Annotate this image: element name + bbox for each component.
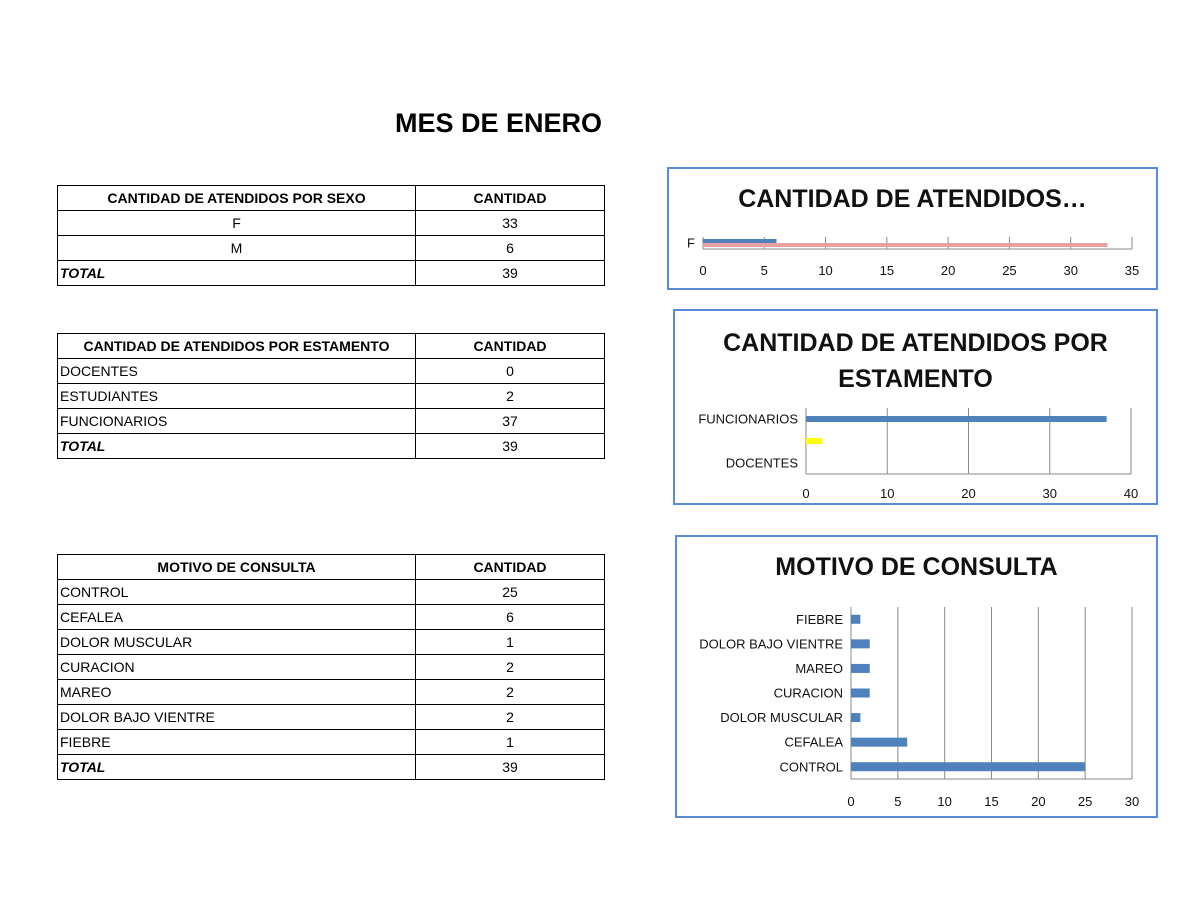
bar [851,639,870,648]
column-header-category: MOTIVO DE CONSULTA [58,555,416,580]
bar [851,713,860,722]
row-label: F [58,211,416,236]
bar [806,416,1107,422]
table-header-row [58,186,605,211]
table-header-row [58,555,605,580]
x-tick-label: 20 [940,263,956,278]
bar [851,615,860,624]
x-tick-label: 25 [1002,263,1017,278]
row-value: 2 [416,680,605,705]
table-row [58,630,605,655]
row-label: MAREO [58,680,416,705]
table-header-row [58,334,605,359]
table-row [58,580,605,605]
x-tick-label: 10 [818,263,833,278]
bar [703,239,777,243]
total-value: 39 [416,434,605,459]
row-label: DOLOR MUSCULAR [58,630,416,655]
x-tick-label: 15 [879,263,895,278]
category-label: DOLOR BAJO VIENTRE [699,636,843,652]
table-total-row [58,755,605,780]
table-row [58,730,605,755]
table-row [58,409,605,434]
x-tick-label: 5 [760,263,768,278]
bar [703,243,1107,247]
bar [851,689,870,698]
chart-estamento [673,309,1158,505]
row-value: 1 [416,730,605,755]
x-tick-label: 30 [1124,794,1140,809]
total-label: TOTAL [58,261,416,286]
x-tick-label: 15 [984,794,999,809]
category-label: CONTROL [779,759,843,775]
row-value: 37 [416,409,605,434]
table-row [58,655,605,680]
chart-estamento-plot [675,311,1156,503]
bar [851,762,1085,771]
row-value: 6 [416,236,605,261]
total-value: 39 [416,755,605,780]
category-label: CEFALEA [784,734,843,750]
table-row [58,211,605,236]
row-value: 2 [416,705,605,730]
column-header-category: CANTIDAD DE ATENDIDOS POR SEXO [58,186,416,211]
x-tick-label: 10 [937,794,952,809]
x-tick-label: 35 [1124,263,1140,278]
category-label: FUNCIONARIOS [698,411,798,427]
column-header-quantity: CANTIDAD [416,334,605,359]
x-tick-label: 0 [847,794,855,809]
x-tick-label: 5 [894,794,902,809]
table-sexo [57,185,605,286]
table-row [58,680,605,705]
chart-sexo-plot [669,169,1156,288]
table-total-row [58,434,605,459]
table-row [58,359,605,384]
table-row [58,236,605,261]
row-label: CURACION [58,655,416,680]
row-label: FIEBRE [58,730,416,755]
column-header-quantity: CANTIDAD [416,555,605,580]
table-row [58,705,605,730]
row-value: 33 [416,211,605,236]
row-label: CONTROL [58,580,416,605]
bar [851,738,907,747]
total-label: TOTAL [58,755,416,780]
row-value: 6 [416,605,605,630]
category-label: DOLOR MUSCULAR [720,710,843,726]
x-tick-label: 0 [802,486,810,501]
x-tick-label: 20 [961,486,976,501]
total-value: 39 [416,261,605,286]
category-label: MAREO [795,660,843,676]
table-row [58,384,605,409]
table-total-row [58,261,605,286]
row-label: DOLOR BAJO VIENTRE [58,705,416,730]
bar [806,438,822,444]
column-header-quantity: CANTIDAD [416,186,605,211]
row-value: 1 [416,630,605,655]
row-value: 2 [416,655,605,680]
chart-title: CANTIDAD DE ATENDIDOS POR ESTAMENTO [723,329,1108,393]
row-value: 0 [416,359,605,384]
x-tick-label: 30 [1063,263,1078,278]
row-value: 25 [416,580,605,605]
x-tick-label: 20 [1031,794,1046,809]
row-label: DOCENTES [58,359,416,384]
table-motivo [57,554,605,780]
table-estamento [57,333,605,459]
category-label: FIEBRE [796,611,843,627]
category-label: DOCENTES [725,455,798,471]
row-value: 2 [416,384,605,409]
column-header-category: CANTIDAD DE ATENDIDOS POR ESTAMENTO [58,334,416,359]
category-label: F [687,235,695,251]
x-tick-label: 10 [880,486,895,501]
category-label: CURACION [773,685,843,701]
chart-sexo [667,167,1158,290]
total-label: TOTAL [58,434,416,459]
chart-title: MOTIVO DE CONSULTA [775,553,1058,581]
chart-motivo [675,535,1158,818]
row-label: M [58,236,416,261]
chart-title: CANTIDAD DE ATENDIDOS… [738,185,1087,213]
chart-motivo-plot [677,537,1156,816]
bar [851,664,870,673]
table-row [58,605,605,630]
row-label: CEFALEA [58,605,416,630]
x-tick-label: 30 [1042,486,1057,501]
row-label: FUNCIONARIOS [58,409,416,434]
page-title: MES DE ENERO [395,108,603,138]
row-label: ESTUDIANTES [58,384,416,409]
x-tick-label: 0 [699,263,707,278]
x-tick-label: 25 [1077,794,1093,809]
x-tick-label: 40 [1123,486,1139,501]
